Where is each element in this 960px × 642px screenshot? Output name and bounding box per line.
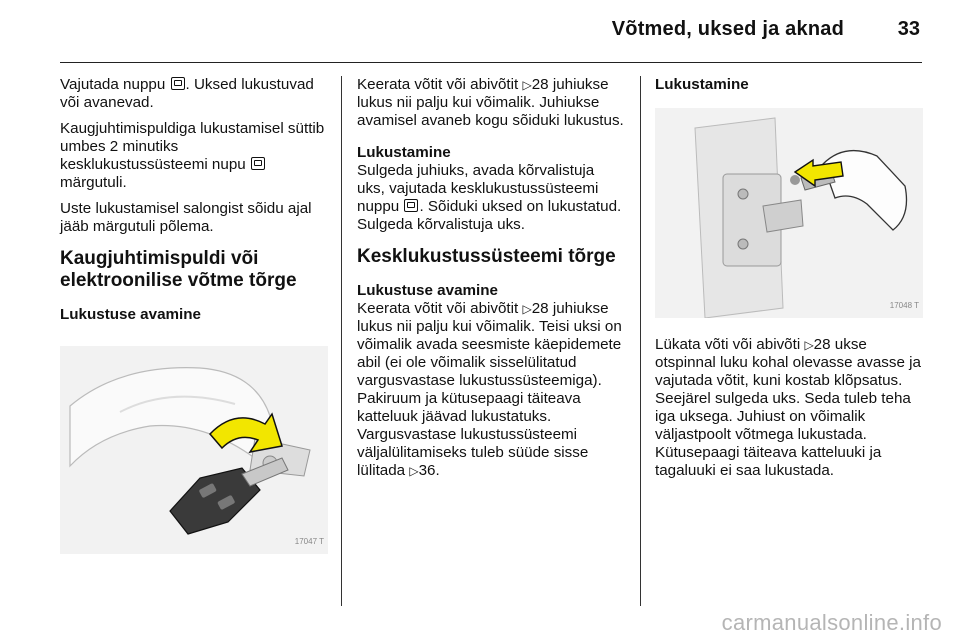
column-3 xyxy=(655,76,923,488)
text: . Sõiduki uksed on lukustatud. Sulgeda kõrvalistuja uks. xyxy=(357,198,622,233)
text: Lükata võti või abivõti xyxy=(655,336,805,353)
text: Sulgeda juhiuks, avada kõrvalistuja uks, vajutada kesklukustussüsteemi nuppu xyxy=(357,162,599,215)
text: juhiukse lukus nii palju kui võimalik. Juhiukse avamisel avaneb kogu sõiduki lukustus. xyxy=(357,76,624,129)
paragraph xyxy=(60,76,328,112)
page-reference[interactable]: 28 xyxy=(813,336,831,353)
text: Vajutada nuppu xyxy=(60,76,170,93)
watermark: carmanualsonline.info xyxy=(721,610,942,635)
text: Keerata võtit või abivõtit xyxy=(357,300,523,317)
figure-code: 17047 T xyxy=(294,537,324,546)
paragraph: Uste lukustamisel salongist sõidu ajal jääb märgutuli põlema. xyxy=(60,200,312,235)
car-lock-icon xyxy=(171,77,185,90)
page-header xyxy=(60,0,922,63)
section-heading: Kesklukustussüsteemi tõrge xyxy=(357,246,616,267)
paragraph xyxy=(357,76,625,130)
subheading: Lukustuse avamine xyxy=(357,282,498,299)
text: märgutuli. xyxy=(60,174,127,191)
subheading: Lukustamine xyxy=(357,144,451,161)
page-reference[interactable]: 36 xyxy=(418,462,436,479)
car-lock-icon xyxy=(404,199,418,212)
door-lock-illustration xyxy=(655,108,923,318)
column-divider xyxy=(341,76,342,606)
page-title: Võtmed, uksed ja aknad xyxy=(611,18,844,40)
subheading: Lukustamine xyxy=(655,76,749,93)
triangle-right-icon: ▷ xyxy=(522,78,532,92)
car-lock-icon xyxy=(251,157,265,170)
paragraph xyxy=(357,300,625,480)
text: Kaugjuhtimispuldiga lukustamisel süttib umbes 2 minutiks kesklukustussüsteemi nupu xyxy=(60,120,325,173)
figure-code: 17048 T xyxy=(889,301,919,310)
door-edge-key-drawing xyxy=(655,108,923,318)
paragraph xyxy=(357,162,625,234)
text: . xyxy=(435,462,440,479)
triangle-right-icon: ▷ xyxy=(804,338,814,352)
key-remote-illustration xyxy=(60,346,328,554)
column-2 xyxy=(357,76,625,488)
paragraph xyxy=(655,336,923,480)
text: juhiukse lukus nii palju kui võimalik. Teisi uksi on võimalik avada seesmiste käepidemete abil (ei ole võimalik sisselülitatud vargusvastase lukustussüsteemiga). Pakiruum ja kütusepaagi täiteava katteluuk jäävad lukustatuks. Vargusvastase lukustussüsteemi väljalülitamiseks tuleb süüde sisse lülitada xyxy=(357,300,622,479)
section-heading: Kaugjuhtimispuldi või elektroonilise võtme tõrge xyxy=(60,248,297,291)
triangle-right-icon: ▷ xyxy=(409,464,419,478)
column-divider xyxy=(640,76,641,606)
triangle-right-icon: ▷ xyxy=(522,302,532,316)
subheading: Lukustuse avamine xyxy=(60,306,201,323)
column-1 xyxy=(60,76,328,554)
page-number: 33 xyxy=(897,18,920,40)
page-reference[interactable]: 28 xyxy=(531,300,549,317)
paragraph xyxy=(60,120,328,192)
text: Keerata võtit või abivõtit xyxy=(357,76,523,93)
key-door-handle-drawing xyxy=(60,346,328,554)
text: . Uksed lukustuvad või avanevad. xyxy=(60,76,314,111)
text: ukse otspinnal luku kohal olevasse avasse ja vajutada võtit, kuni kostab klõpsatus. Seejärel sulgeda uks. Seda tuleb teha iga uksega. Juhiust on võimalik väljastpoolt võtmega lukustada. Kütusepaagi täiteava katteluuki ja tagaluuki ei saa lukustada. xyxy=(655,336,921,479)
page-reference[interactable]: 28 xyxy=(531,76,549,93)
